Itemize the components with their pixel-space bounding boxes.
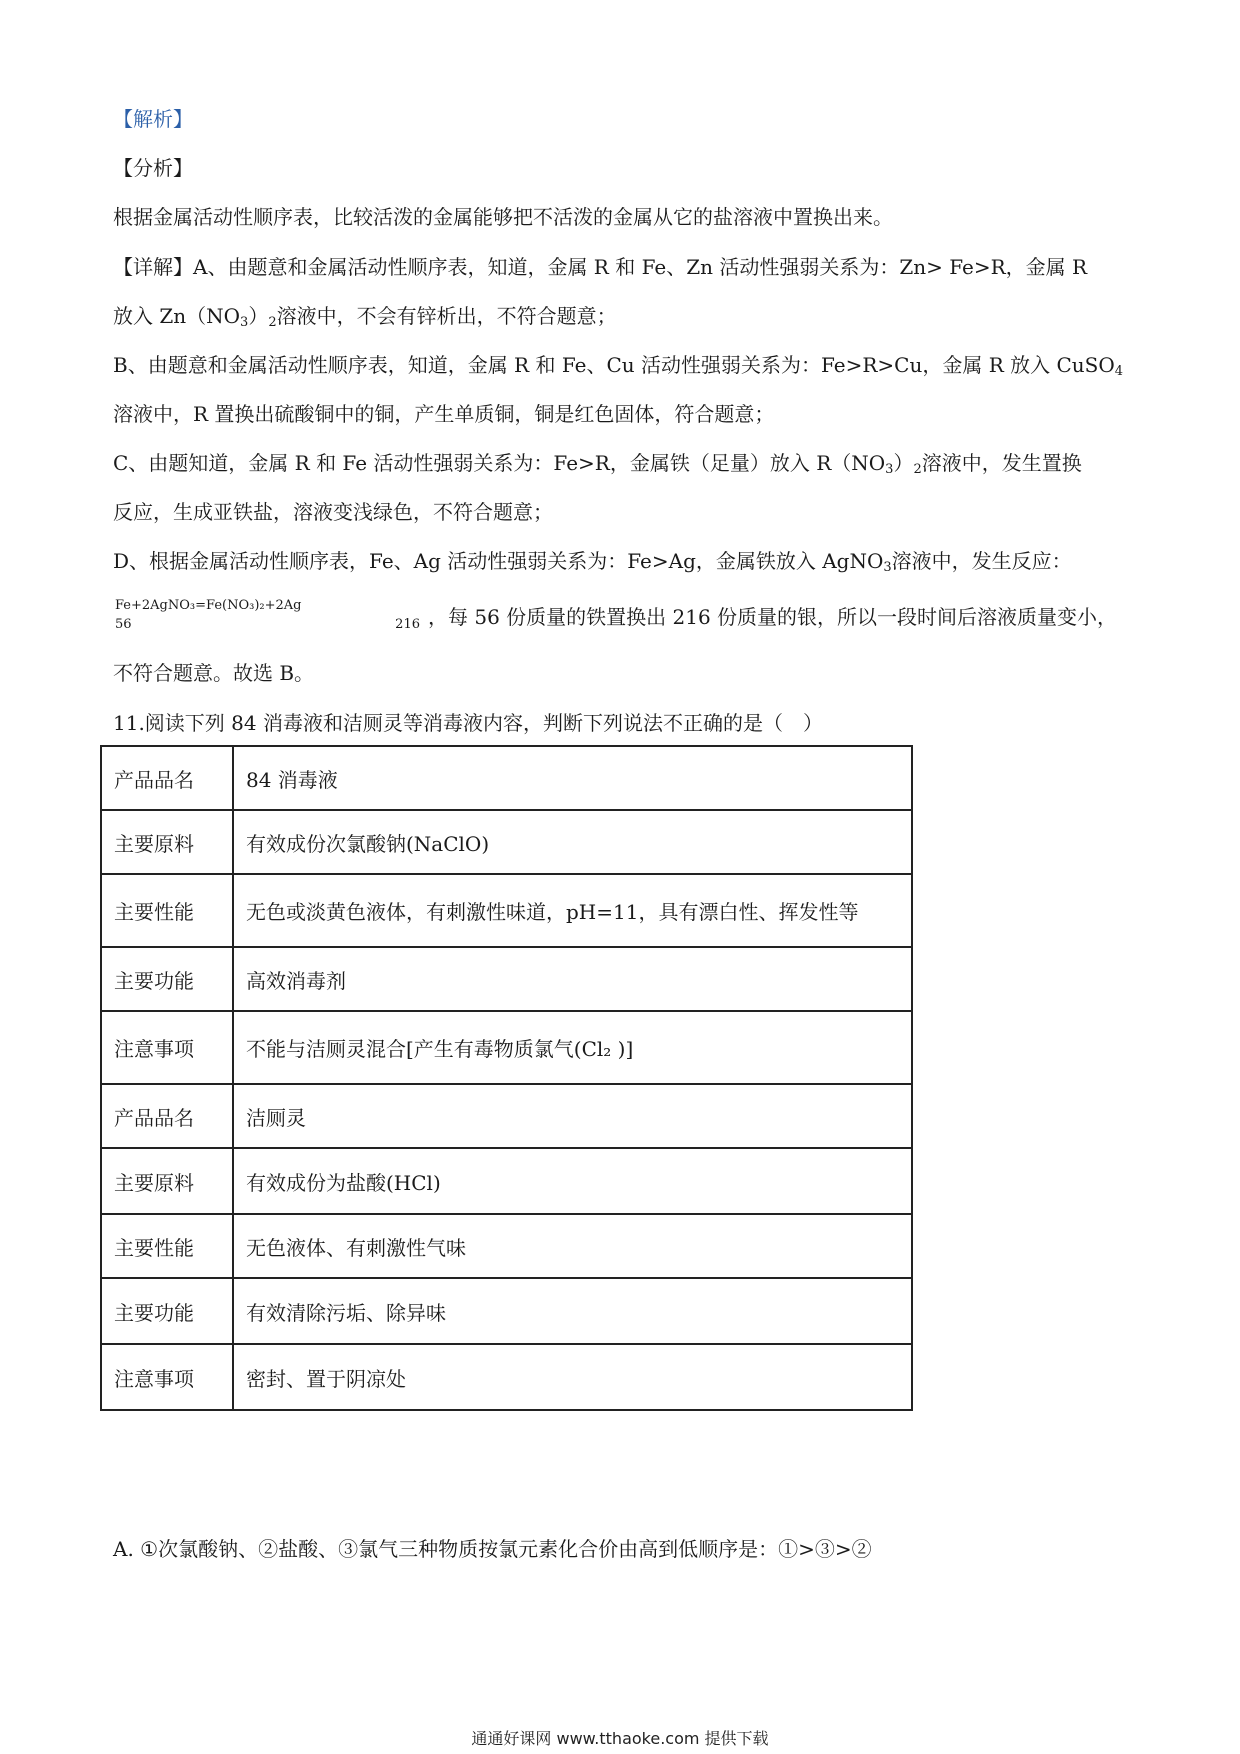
table-row xyxy=(101,1344,912,1410)
table-row xyxy=(101,1148,912,1214)
detail-a-line2: 放入 $Zn(NO_3)_2$溶液中，不会有锌析出，不符合题意； xyxy=(113,304,617,330)
table-value-cell: 84 消毒液 xyxy=(233,746,912,810)
table-row xyxy=(101,1084,912,1148)
table-value-cell: 有效成份次氯酸钠(NaClO) xyxy=(233,810,912,874)
table-key-cell: 主要原料 xyxy=(101,810,233,874)
table-value-cell: 有效清除污垢、除异味 xyxy=(233,1278,912,1344)
detail-b-line2: 溶液中，R 置换出硫酸铜中的铜，产生单质铜，铜是红色固体，符合题意； xyxy=(113,402,775,426)
table-value-cell: 洁厕灵 xyxy=(233,1084,912,1148)
table-key-cell: 主要功能 xyxy=(101,1278,233,1344)
table-value-cell: 无色液体、有刺激性气味 xyxy=(233,1214,912,1278)
table-value-cell: 有效成份为盐酸(HCl) xyxy=(233,1148,912,1214)
table-value-cell: 高效消毒剂 xyxy=(233,947,912,1011)
table-value-cell: 密封、置于阴凉处 xyxy=(233,1344,912,1410)
table-key-cell: 产品品名 xyxy=(101,746,233,810)
option-a: A. ①次氯酸钠、②盐酸、③氯气三种物质按氯元素化合价由高到低顺序是：①>③>② xyxy=(113,1537,872,1561)
table-row xyxy=(101,1011,912,1084)
table-key-cell: 注意事项 xyxy=(101,1011,233,1084)
product-spec-table xyxy=(100,745,913,1411)
detail-d-line2: ，每 56 份质量的铁置换出 216 份质量的银，所以一段时间后溶液质量变小， xyxy=(428,605,1118,629)
table-key-cell: 主要性能 xyxy=(101,874,233,947)
table-value-cell: 不能与洁厕灵混合[产生有毒物质氯气(Cl₂ )] xyxy=(233,1011,912,1084)
table-row xyxy=(101,874,912,947)
section-label-fenxi: 【分析】 xyxy=(113,156,193,180)
table-row xyxy=(101,810,912,874)
detail-a-line1: 【详解】A、由题意和金属活动性顺序表，知道，金属 R 和 Fe、Zn 活动性强弱关系为：Zn> Fe>R，金属 R xyxy=(113,255,1088,279)
page-footer: 通通好课网 www.tthaoke.com 提供下载 xyxy=(471,1729,769,1748)
table-row xyxy=(101,947,912,1011)
detail-b-line1: B、由题意和金属活动性顺序表，知道，金属 R 和 Fe、Cu 活动性强弱关系为：Fe>R>Cu，金属 R 放入 CuSO$_4$ xyxy=(113,353,1124,379)
table-key-cell: 注意事项 xyxy=(101,1344,233,1410)
table-row xyxy=(101,746,912,810)
table-key-cell: 主要性能 xyxy=(101,1214,233,1278)
detail-d-line3: 不符合题意。故选 B。 xyxy=(113,661,315,685)
section-label-jiexi: 【解析】 xyxy=(113,107,193,131)
detail-c-line1: C、由题知道，金属 R 和 Fe 活动性强弱关系为：Fe>R，金属铁（足量）放入 $R(NO_3)_2$溶液中，发生置换 xyxy=(113,451,1082,477)
equation-mass-ag: 216 xyxy=(395,617,420,632)
table-key-cell: 主要功能 xyxy=(101,947,233,1011)
table-row xyxy=(101,1278,912,1344)
detail-c-line2: 反应，生成亚铁盐，溶液变浅绿色，不符合题意； xyxy=(113,500,553,524)
question-11: 11.阅读下列 84 消毒液和洁厕灵等消毒液内容，判断下列说法不正确的是（ ） xyxy=(113,711,823,735)
equation-mass-fe: 56 xyxy=(115,617,132,632)
table-key-cell: 主要原料 xyxy=(101,1148,233,1214)
table-value-cell: 无色或淡黄色液体，有刺激性味道，pH=11，具有漂白性、挥发性等 xyxy=(233,874,912,947)
reaction-equation xyxy=(115,598,420,634)
equation-text: Fe+2AgNO₃=Fe(NO₃)₂+2Ag xyxy=(115,598,302,613)
table-key-cell: 产品品名 xyxy=(101,1084,233,1148)
analysis-text: 根据金属活动性顺序表，比较活泼的金属能够把不活泼的金属从它的盐溶液中置换出来。 xyxy=(113,205,893,229)
table-row xyxy=(101,1214,912,1278)
detail-d-line1: D、根据金属活动性顺序表，Fe、Ag 活动性强弱关系为：Fe>Ag，金属铁放入 AgNO$_3$溶液中，发生反应： xyxy=(113,549,1072,575)
